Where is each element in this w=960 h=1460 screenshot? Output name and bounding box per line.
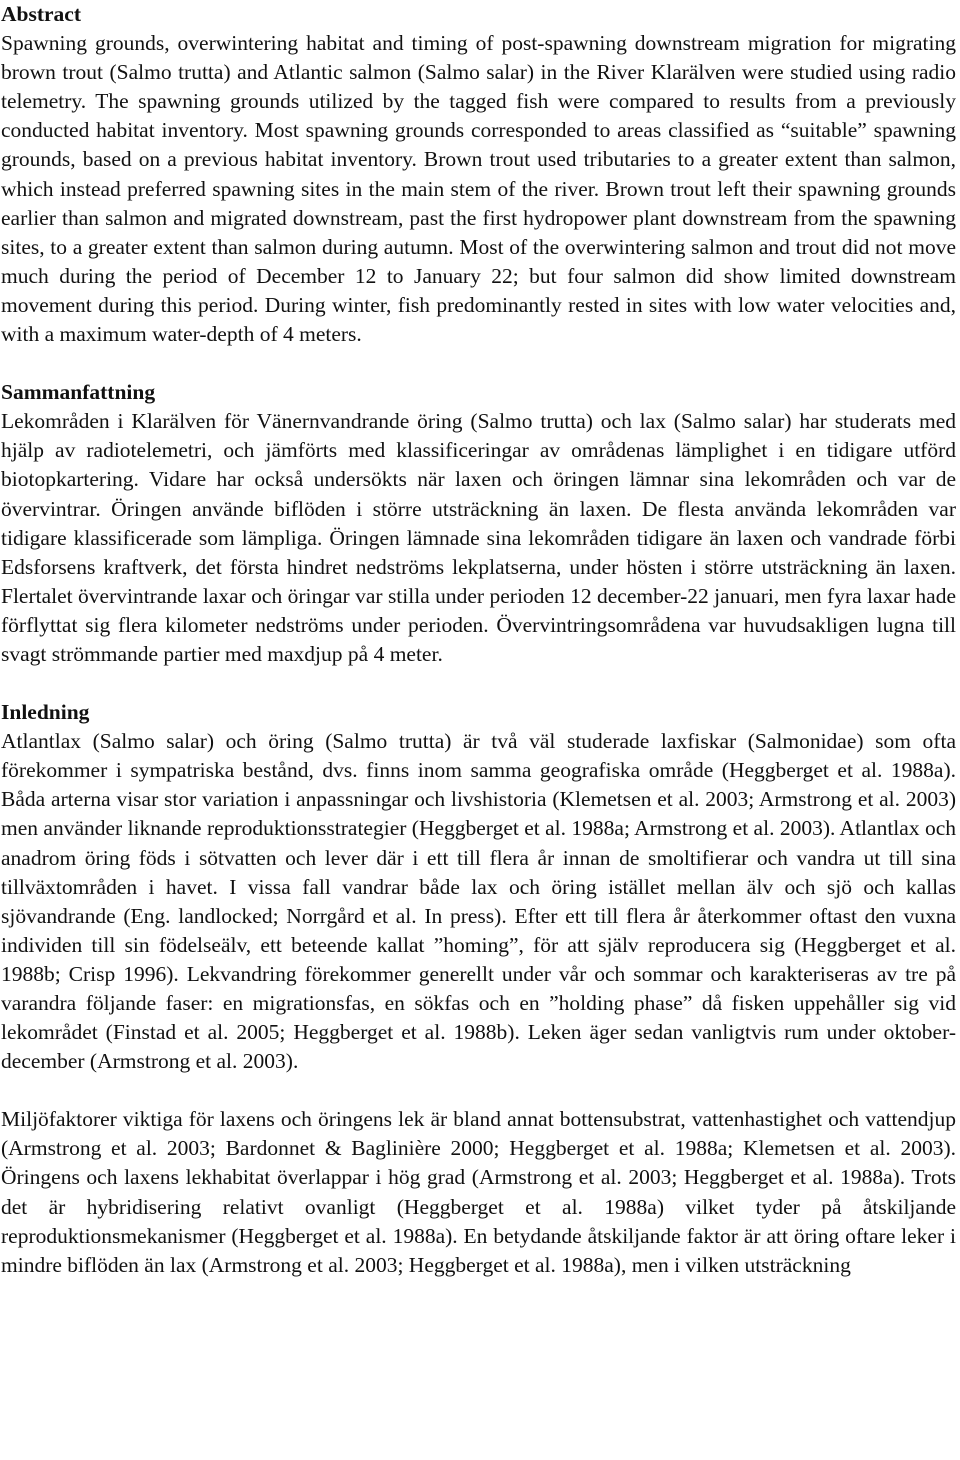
abstract-text: Spawning grounds, overwintering habitat and timing of post-spawning downstream migration for migrating brown trout (Salmo trutta) and Atlantic salmon (Salmo salar) in the River Klarälven were studied using radio telemetry. The spawning grounds utilized by the tagged fish were compared to results from a previously conducted habitat inventory. Most spawning grounds corresponded to areas classified as “suitable” spawning grounds, based on a previous habitat inventory. Brown trout used tributaries to a greater extent than salmon, which instead preferred spawning sites in the main stem of the river. Brown trout left their spawning grounds earlier than salmon and migrated downstream, past the first hydropower plant downstream from the spawning sites, to a greater extent than salmon during autumn. Most of the overwintering salmon and trout did not move much during the period of December 12 to January 22; but four salmon did show limited downstream movement during this period. During winter, fish predominantly rested in sites with low water velocities and, with a maximum water-depth of 4 meters. [1,31,956,347]
section-spacer [1,349,956,378]
sammanfattning-text: Lekområden i Klarälven för Vänernvandrande öring (Salmo trutta) och lax (Salmo salar) har studerats med hjälp av radiotelemetri, och jämförts med klassificeringar av områdenas lämplighet i en tidigare utförd biotopkartering. Vidare har också undersökts när laxen och öringen lämnar sina lekområden och var de övervintrar. Öringen använde biflöden i större utsträckning än laxen. De flesta använda lekområden var tidigare klassificerade som lämpliga. Öringen lämnade sina lekområden tidigare än laxen och vandrade förbi Edsforsens kraftverk, det första hindret nedströms lekplatserna, under hösten i större utsträckning än laxen. Flertalet övervintrande laxar och öringar var stilla under perioden 12 december-22 januari, men fyra laxar hade förflyttat sig flera kilometer nedströms under perioden. Övervintringsområdena var huvudsakligen lugna till svagt strömmande partier med maxdjup på 4 meter. [1,409,956,666]
document-page [1,0,956,1280]
inledning-paragraph-2: Miljöfaktorer viktiga för laxens och öringens lek är bland annat bottensubstrat, vattenhastighet och vattendjup (Armstrong et al. 2003; Bardonnet & Baglinière 2000; Heggberget et al. 1988a; Klemetsen et al. 2003). Öringens och laxens lekhabitat överlappar i hög grad (Armstrong et al. 2003; Heggberget et al. 1988a). Trots det är hybridisering relativt ovanligt (Heggberget et al. 1988a) vilket tyder på åtskiljande reproduktionsmekanismer (Heggberget et al. 1988a). En betydande åtskiljande faktor är att öring oftare leker i mindre biflöden än lax (Armstrong et al. 2003; Heggberget et al. 1988a), men i vilken utsträckning [1,1107,956,1277]
paragraph-spacer [1,1076,956,1105]
section-spacer [1,669,956,698]
sammanfattning-heading: Sammanfattning [1,380,156,405]
abstract-section [1,0,956,349]
inledning-heading: Inledning [1,700,90,725]
abstract-heading: Abstract [1,2,82,26]
inledning-section [1,698,956,1280]
sammanfattning-section [1,378,956,669]
inledning-paragraph-1: Atlantlax (Salmo salar) och öring (Salmo trutta) är två väl studerade laxfiskar (Salmonidae) som ofta förekommer i sympatriska bestånd, dvs. finns inom samma geografiska område (Heggberget et al. 1988a). Båda arterna visar stor variation i anpassningar och livshistoria (Klemetsen et al. 2003; Armstrong et al. 2003) men använder liknande reproduktionsstrategier (Heggberget et al. 1988a; Armstrong et al. 2003). Atlantlax och anadrom öring föds i sötvatten och lever där i ett till flera år innan de smoltifierar och vandra ut till sina tillväxtområden i havet. I vissa fall vandrar både lax och öring istället mellan älv och sjö och kallas sjövandrande (Eng. landlocked; Norrgård et al. In press). Efter ett till flera år återkommer oftast den vuxna individen till sin födelseälv, ett beteende kallat ”homing”, för att själv reproducera sig (Heggberget et al. 1988b; Crisp 1996). Lekvandring förekommer generellt under vår och sommar och karakteriseras av tre på varandra följande faser: en migrationsfas, en sökfas och en ”holding phase” då fisken uppehåller sig vid lekområdet (Finstad et al. 2005; Heggberget et al. 1988b). Leken äger sedan vanligtvis rum under oktober-december (Armstrong et al. 2003). [1,729,956,1074]
